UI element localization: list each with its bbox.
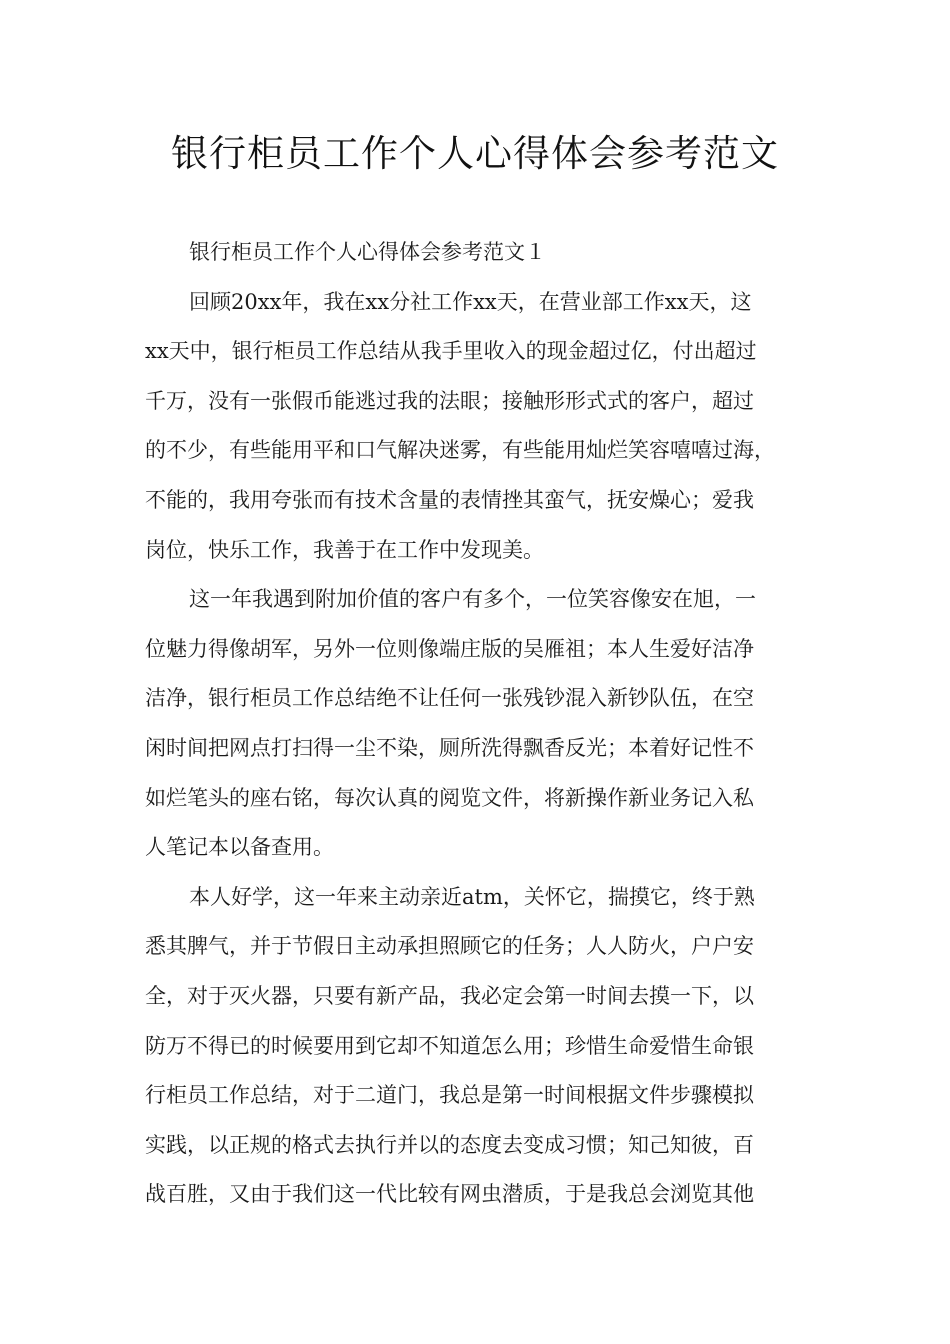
paragraph-line: 闲时间把网点打扫得一尘不染，厕所洗得飘香反光；本着好记性不 [145, 735, 754, 760]
paragraph-line: 人笔记本以备查用。 [145, 835, 334, 860]
paragraph-line: 洁净，银行柜员工作总结绝不让任何一张残钞混入新钞队伍，在空 [145, 686, 754, 711]
paragraph-line: 悉其脾气，并于节假日主动承担照顾它的任务；人人防火，户户安 [145, 934, 754, 959]
document-title: 银行柜员工作个人心得体会参考范文 [171, 132, 779, 175]
paragraph-line: 岗位，快乐工作，我善于在工作中发现美。 [145, 537, 544, 562]
paragraph-line: 的不少，有些能用平和口气解决迷雾，有些能用灿烂笑容嘻嘻过海， [145, 438, 775, 463]
paragraph-line: 防万不得已的时候要用到它却不知道怎么用；珍惜生命爱惜生命银 [145, 1033, 754, 1058]
document-body [145, 228, 809, 1220]
paragraph-line: 位魅力得像胡军，另外一位则像端庄版的吴雁祖；本人生爱好洁净 [145, 636, 754, 661]
paragraph-1 [145, 278, 809, 576]
paragraph-line: 回顾20xx年，我在xx分社工作xx天，在营业部工作xx天，这 [189, 289, 752, 314]
paragraph-line: 实践，以正规的格式去执行并以的态度去变成习惯；知己知彼，百 [145, 1132, 754, 1157]
paragraph-line: 全，对于灭火器，只要有新产品，我必定会第一时间去摸一下，以 [145, 983, 754, 1008]
paragraph-line: 不能的，我用夸张而有技术含量的表情挫其蛮气，抚安燥心；爱我 [145, 487, 754, 512]
paragraph-line: 如烂笔头的座右铭，每次认真的阅览文件，将新操作新业务记入私 [145, 785, 754, 810]
paragraph-line: 本人好学，这一年来主动亲近atm，关怀它，揣摸它，终于熟 [189, 884, 755, 909]
paragraph-line: 行柜员工作总结，对于二道门，我总是第一时间根据文件步骤模拟 [145, 1083, 754, 1108]
paragraph-line: xx天中，银行柜员工作总结从我手里收入的现金超过亿，付出超过 [145, 339, 757, 364]
paragraph-line: 战百胜，又由于我们这一代比较有网虫潜质，于是我总会浏览其他 [145, 1182, 754, 1207]
paragraph-2 [145, 575, 809, 873]
paragraph-line: 这一年我遇到附加价值的客户有多个，一位笑容像安在旭，一 [189, 587, 756, 612]
section-heading: 银行柜员工作个人心得体会参考范文１ [189, 240, 546, 264]
paragraph-line: 千万，没有一张假币能逃过我的法眼；接触形形式式的客户，超过 [145, 388, 754, 413]
paragraph-3 [145, 873, 809, 1220]
